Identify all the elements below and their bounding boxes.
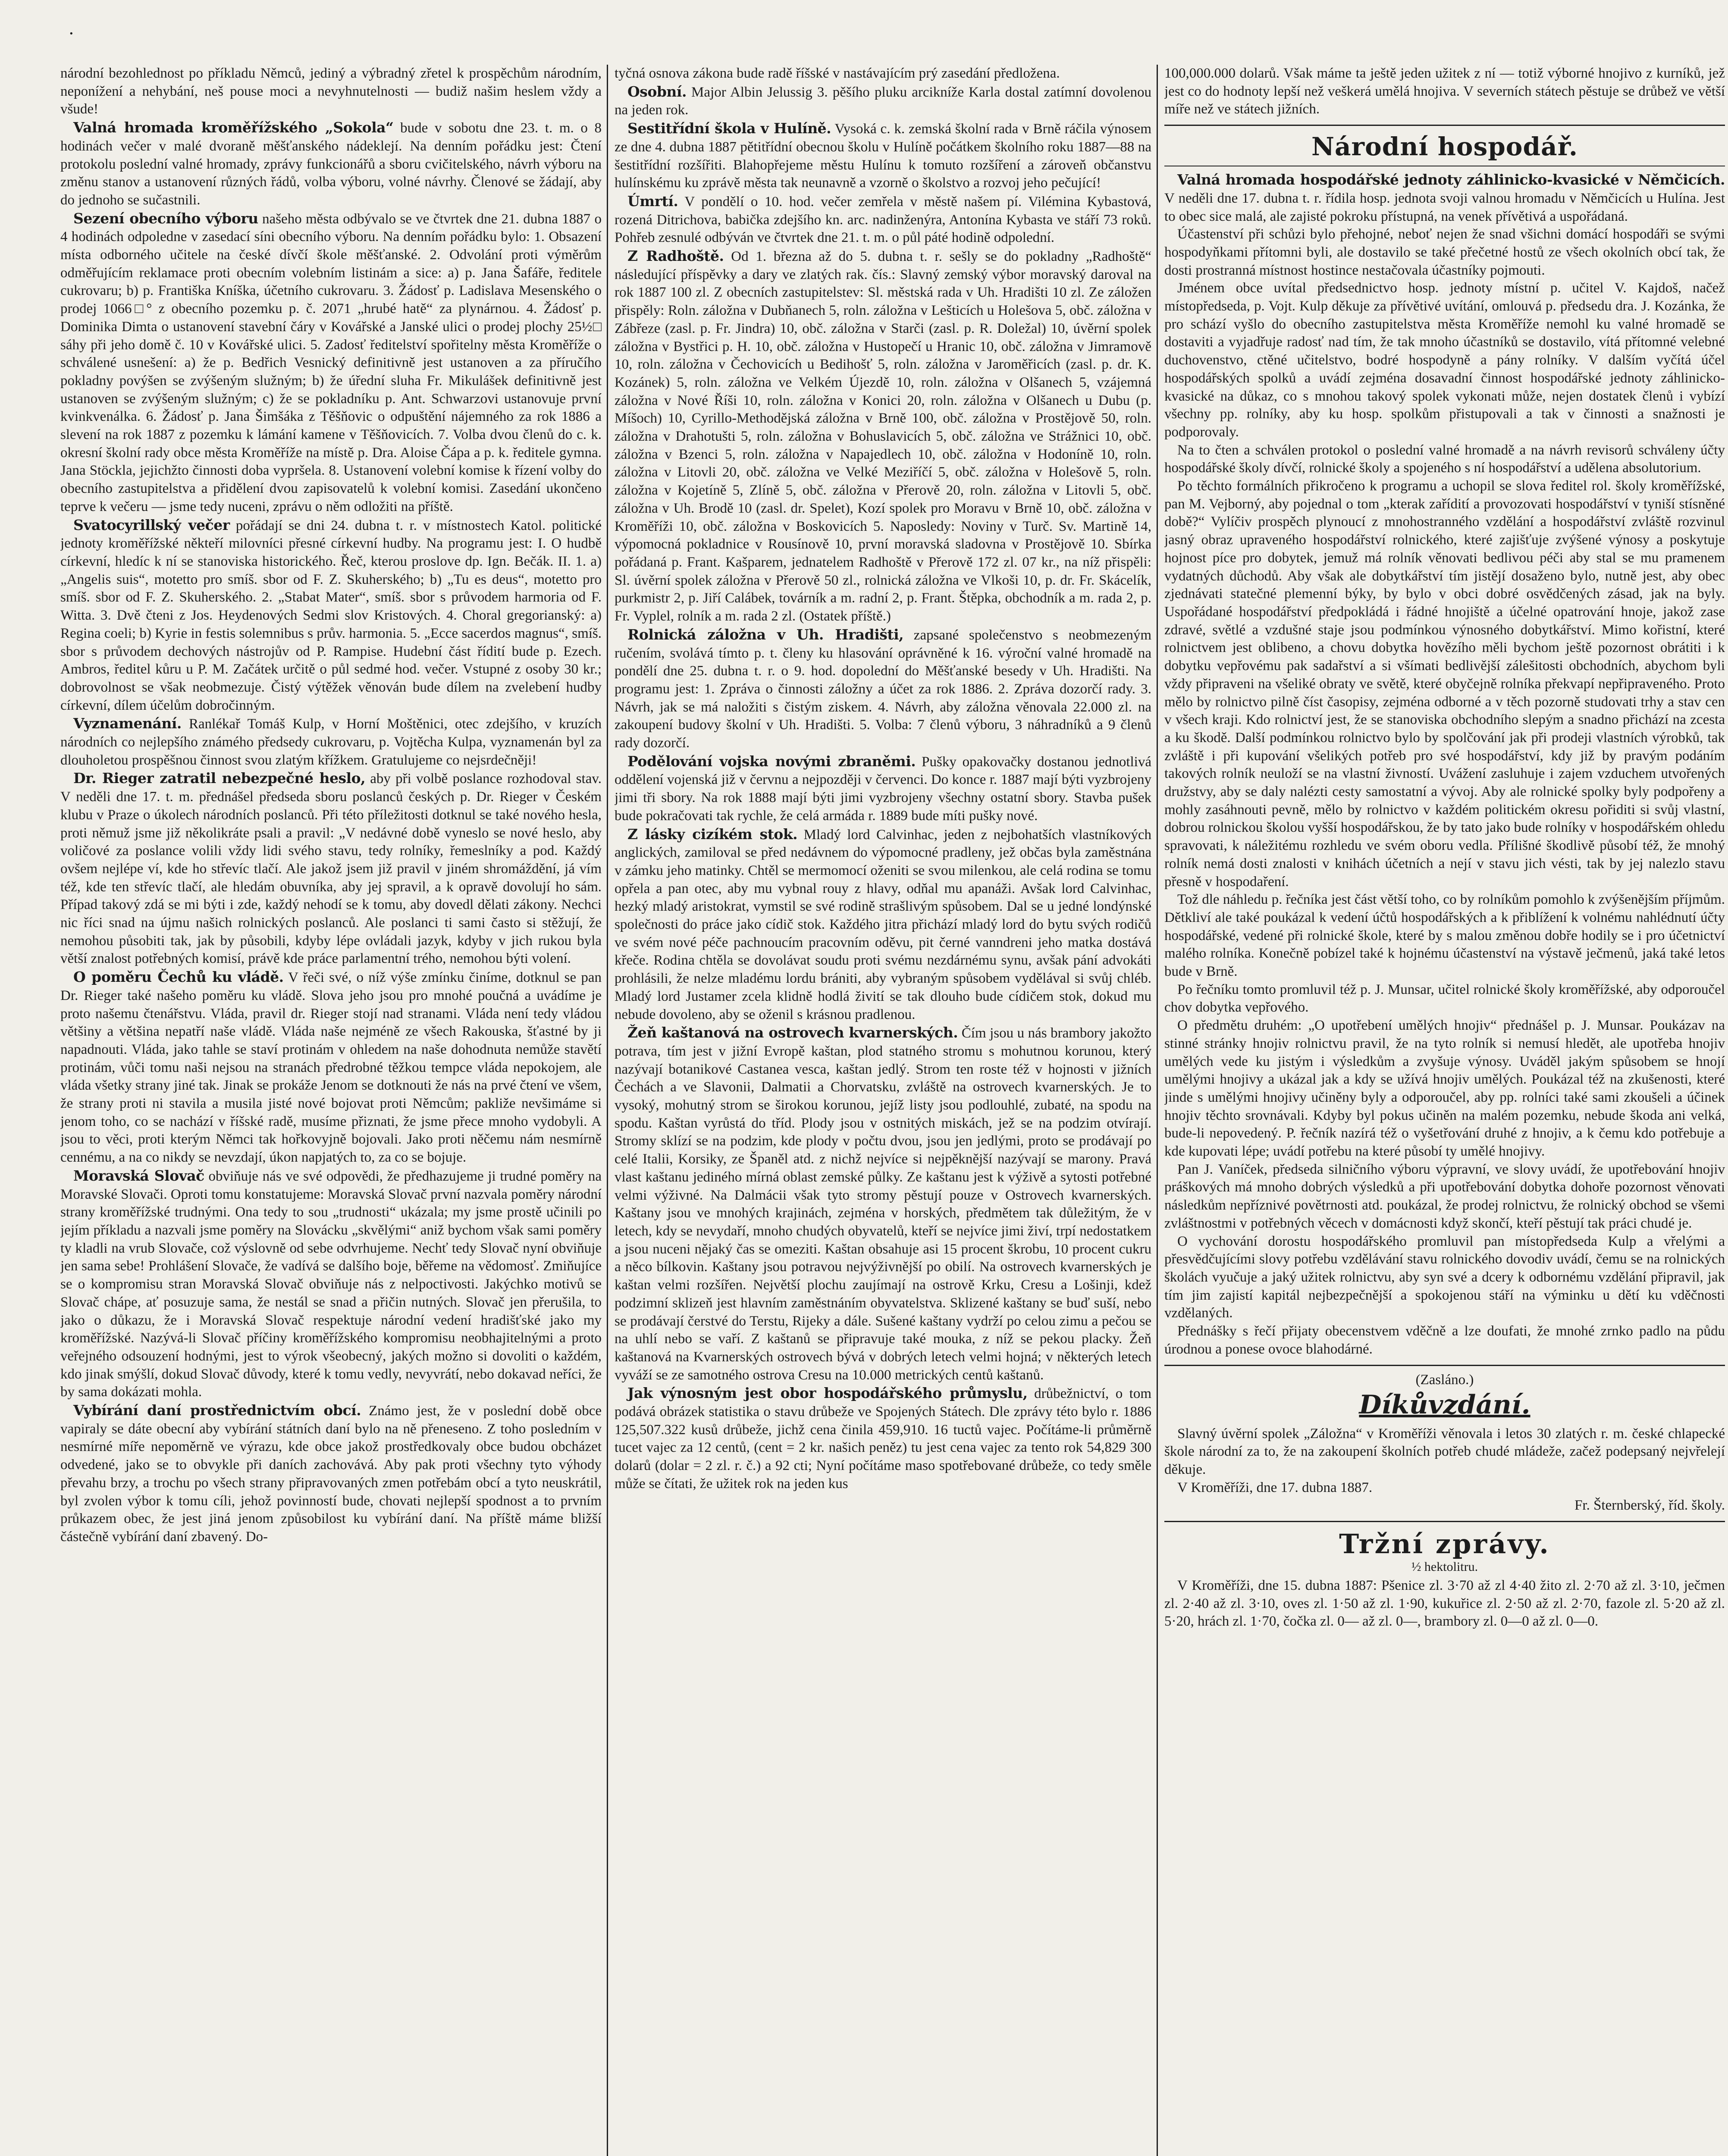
section-rule [1164,125,1725,126]
article-body: V Kroměříži, dne 15. dubna 1887: Pšenice zl. 3·70 až zl 4·40 žito zl. 2·70 až zl. 3·10, ječmen zl. 2·40 až zl. 3·10, oves zl. 1·50 až zl. 1·90, kukuřice zl. 2·50 až zl. 2·70, fazole zl. 5·20 až zl. 5·20, hrách zl. 1·70, čočka zl. 0— až zl. 0—, brambory zl. 0—0 až zl. 0—0. [1164,1578,1725,1630]
article-paragraph [615,1024,1151,1384]
article-body: aby při volbě poslance rozhodoval stav. V neděli dne 17. t. m. přednášel předseda sboru poslanců českých p. Dr. Rieger v Českém klubu v Praze o úkolech národních poslanců. Při této příležitosti dotknul se také nového hesla, proti němuž jsme již několikráte psali a pravil: „V nedávné době vyneslo se nové heslo, aby voličové za poslance volili vždy lidi svého stavu, tedy rolníky, řemeslníky a pod. Každý ovšem nejlépe ví, kde ho střevíc tlačí. Ale jakož jsem již pravil v jiném shromáždění, já vím též, kde ten střevíc tlačí, ale hledám obuvníka, aby jej spravil, a k opravě dovolují ho sám. Případ takový zdá se mi býti i zde, každý nehodí se k tomu, aby dovedl dělati zákony. Nechci nic říci snad na újmu našich rolnických poslanců. Ale poslanci ti sami často si stěžují, že nemohou působiti tak, jak by působili, kdyby lépe ovládali jazyk, kdyby v jich rukou byla větší znalost potřebných komisí, právě kde práce parlamentní trého, nemohou býti volení. [60,771,602,967]
article-paragraph [615,1384,1151,1493]
article-body: Čím jsou u nás brambory jakožto potrava, tím jest v jižní Evropě kaštan, plod statného stromu s mohutnou korunou, který nazývají botanikové Castanea vesca, kaštan jedlý. Strom ten roste též v hojnosti v jižních Čechách a ve Slavonii, Dalmatii a Chorvatsku, zvláště na ostrovech kvarnerských. Je to vysoký, mohutný strom se širokou korunou, jejíž listy jsou podlouhlé, zubaté, na spodu na spodu. Kaštan vyrůstá do tříd. Plody jsou v ostnitých miskách, jež se na podzim otvírají. Stromy sklízí se na podzim, kde plody v počtu dvou, jsou jen jedlými, proto se prodávají po celé Italii, Korsiky, ze Španěl atd. z nichž nejvíce si nejpěknější nazývají se marony. Pravá vlast kaštanu jediného mírná oblast zemské půlky. Ze kaštanu jest k výživě a sytosti potřebné velmi výživné. Na Dalmácii však tyto stromy pěstují pouze v Ostrovech kvarnerských. Kaštany jsou ve mnohých krajinách, zejména v horských, předmětem tak důležitým, že v letech, kdy se nevydaří, mnoho chudých obyvatelů, kteří se nejvíce jimi živí, trpí nedostatkem a jsou nuceni nějaký čas se omeziti. Kaštan obsahuje asi 15 procent škrobu, 10 procent cukru a něco bílkovin. Kaštany jsou potravou nejvýživnější po obilí. Na ostrovech kvarnerských je kaštan velmi rozšířen. Největší plochu zaujímají na ostrově Krku, Cresu a Lošinji, kdež podzimní sklizeň jest hlavním zaměstnáním obyvatelstva. Sklizené kaštany se buď suší, nebo se prodávají čerstvé do Terstu, Rijeky a dále. Sušené kaštany vydrží po celou zimu a pečou se na uhlí nebo se vaří. Z kaštanů se připravuje také mouka, z níž se pekou placky. Žeň kaštanová na Kvarnerských ostrovech bývá v dobrých letech velmi hojná; v některých letech vyváží se ze samotného ostrova Cresu na 10.000 metrických centů kaštanů. [615,1025,1151,1383]
article-lead: Z lásky cizíkém stok. [627,825,798,843]
newspaper-page [60,65,1725,2156]
article-body: pořádají se dni 24. dubna t. r. v místnostech Katol. politické jednoty kroměřížské někteří milovníci přesné církevní hudby. Na programu jest: I. O hudbě církevní, hledíc k ní se stanoviska historického. Řeč, kterou proslove dp. Ign. Bečák. II. 1. a) „Angelis suis“, motetto pro smíš. sbor od F. Z. Skuherského; b) „Tu es deus“, motetto pro smíš. sbor od F. Z. Skuherského. 2. „Stabat Mater“, smíš. sbor s průvodem harmoria od F. Witta. 3. Dvě čteni z Jos. Heydenových Sedmi slov Kristových. 4. Choral gregorianský: a) Regina coeli; b) Kyrie in festis solemnibus s prův. harmonia. 5. „Ecce sacerdos magnus“, smíš. sbor s průvodem dechových nástrojův od P. Rampise. Hudební část řídití bude p. Ezech. Ambros, ředitel kůru u P. M. Začátek určitě o půl sedmé hod. večer. Vstupné z osoby 30 kr.; dobrovolnost se však neobmezuje. Čistý výtěžek věnován bude dílem na zvelebení hudby církevní, dílem účelům dobročinným. [60,517,602,713]
article-paragraph [1164,981,1725,1017]
article-lead: Vyznamenání. [73,715,182,732]
article-lead: Rolnická záložna v Uh. Hradišti, [627,626,904,643]
article-lead: Vybírání daní prostřednictvím obcí. [73,1402,361,1419]
article-lead: Jak výnosným jest obor hospodářského průmyslu, [627,1385,1028,1402]
article-paragraph [1164,477,1725,891]
market-report-title: Tržní zprávy. [1339,1528,1550,1560]
article-paragraph [1164,1233,1725,1323]
article-paragraph [615,825,1151,1024]
article-body: zapsané společenstvo s neobmezeným ručením, svolává tímto p. t. členy ku hlasování oprávněné k 16. výroční valné hromadě na pondělí dne 25. dubna t. r. o 9. hod. dopolední do Měšťanské besedy v Uh. Hradišti. Na programu jest: 1. Zpráva o činnosti záložny a účet za rok 1886. 2. Zpráva dozorčí rady. 3. Návrh, jak se má naložiti s čistým ziskem. 4. Návrh, aby záložna věnovala 22.000 zl. na zakoupení budovy školní v Uh. Hradišti. 5. Volba: 7 členů výboru, 3 náhradníků a 9 členů rady dozorčí. [615,627,1151,751]
article-lead: Valná hromada hospodářské jednoty záhlinicko-kvasické v Němčicích. [1177,171,1725,188]
article-body: Po řečníku tomto promluvil též p. J. Munsar, učitel rolnické školy kroměřížské, aby odporoučel chov dobytka vepřového. [1164,981,1725,1015]
section-heading: Národní hospodář. [1311,132,1578,162]
article-paragraph [1164,1425,1725,1479]
article-paragraph [1164,279,1725,441]
article-lead: Dr. Rieger zatratil nebezpečné heslo, [73,770,366,787]
article-paragraph [1164,1017,1725,1161]
article-body: Od 1. března až do 5. dubna t. r. sešly se do pokladny „Radhoště“ následující příspěvky a dary ve zlatých rak. čís.: Slavný zemský výbor moravský daroval na rok 1887 100 zl. Z obecních zastupitelstev: Sl. městská rada v Uh. Hradišti 10 zl. Ze záložen přispěly: Roln. záložna v Dubňanech 5, roln. záložna v Lešticích u Holešova 5, obč. záložna v Zábřeze (zasl. p. Fr. Jindra) 10, obč. záložna v Starči (zasl. p. R. Doležal) 10, úvěrní spolek záložna v Bystřici p. H. 10, obč. záložna v Hustopečí u Hranic 10, obč. záložna v Jimramově 10, roln. záložna v Čechovicích u Bedihošť 5, roln. záložna v Jaroměřicích (zasl. p. dr. K. Kozánek) 5, roln. záložna ve Velkém Újezdě 10, roln. záložna v Olšanech 5, vzájemná záložna v Nové Říši 10, roln. záložna v Konici 20, roln. záložna v Olšanech u Dubu (p. Míšoch) 10, Cyrillo-Methodějská záložna v Brně 100, obč. záložna v Prostějově 50, roln. záložna v Drahotušti 5, roln. záložna v Bohuslavicích 5, obč. záložna ve Strážnici 10, obč. záložna v Bzenci 5, roln. záložna v Napajedlech 10, obč. záložna v Hodoníně 10, roln. záložna v Litovli 20, obč. záložna ve Velké Meziříčí 5, obč. záložna v Holešově 5, roln. záložna v Kojetíně 5, Zlíně 5, obč. záložna v Přerově 20, roln. záložna v Litovli 5, obč. záložna v Uh. Brodě 10 (zasl. dr. Spelet), Kozí spolek pro Moravu v Brně 10, obč. záložna v Kroměříži 10, obč. záložna v Boskovicích 5. Naposledy: Noviny v Turč. Sv. Martině 14, výpomocná pokladnice v Rousínově 10, první moravská sladovna v Prostějově 10. Sbírka pořádaná p. Frant. Kašparem, jednatelem Radhoště v Přerově 172 zl. 07 kr., na níž přispěli: Sl. úvěrní spolek záložna v Přerově 50 zl., rolnická záložna ve Vlkoši 10, p. dr. Fr. Skácelík, purkmistr 2, p. Jiří Calábek, továrník a m. radní 2, p. Frant. Štěpka, obchodník a m. rada 2, p. Fr. Vyplel, rolník a m. rada 2 zl. (Ostatek příště.) [615,249,1151,624]
article-body: V řeči své, o níž výše zmínku činíme, dotknul se pan Dr. Rieger také našeho poměru ku vládě. Slova jeho jsou pro mnohé poučná a uvádíme je proto našemu čtenářstvu. Vláda, pravil dr. Rieger stojí nad stranami. Vláda není tedy vládou většiny a většina nepatří naše vládě. Vláda naše nejméně ze všech Rakouska, šťastné by ji napadnouti. Vláda, jako tahle se staví protinám v ohledem na naše dohodnuta nemůže stavětí protinám, vůči tomu naši nejsou na stranách předrobné těžkou tempce vláda nepokojem, ale vláda všetky strany jiné tak. Jinak se prokáže Jenom se dotknouti že nás na prvé čtení ve všem, že strany proti ni stavila a musila jisté nové bojovat proti Němcům; pakliže nevšimáme si jenom toho, co se nachází v říšské radě, musíme přiznati, že jsme přece mnoho vydobyli. A jsou to věci, proti kterým Němci tak hořkovyjně bojovali. Jako proti něčemu nám nesmírně cennému, a na co nikdy se nevzdají, úkon napjatých to, za co se bojuje. [60,970,602,1166]
article-body: Pušky opakovačky dostanou jednotlivá oddělení vojenská již v červnu a nejpozději v červenci. Do konce r. 1887 mají býti vyzbrojeny jimi tři sbory. Na rok 1888 mají býti jimi vyzbrojeny všechny ostatní sbory. Stavba pušek bude pokračovati tak rychle, že celá armáda r. 1889 bude míti pušky nové. [615,754,1151,824]
column-3 [1164,65,1725,2156]
article-paragraph [60,65,602,119]
article-paragraph [60,210,602,516]
article-body: Na to čten a schválen protokol o poslední valné hromadě a na návrh revisorů schváleny účty hospodářské školy dívčí, rolnické školy a spojeného s ní hospodářství a udělena absolutorium. [1164,442,1725,476]
article-paragraph [60,714,602,769]
article-paragraph [1164,442,1725,477]
article-lead: Úmrtí. [627,192,678,210]
column-divider-1 [607,65,608,2156]
article-paragraph [60,119,602,210]
column-divider-2 [1157,65,1158,2156]
section-rule [1164,1521,1725,1522]
article-paragraph [60,968,602,1167]
notice-label: (Zasláno.) [1415,1372,1474,1388]
article-paragraph [1164,891,1725,981]
article-body: Známo jest, že v poslední době obce vapiraly se dáte obecní aby vybírání státních daní bylo na ně přeneseno. Z toho posledním v nesmírné míře nepoměrně ve výrazu, kde obce jakož prostředkovaly obce budou obcházet odvedené, jako se to obvykle při daních zachovává. Aby pak proti všechny tyto výhody převahu brzy, a trochu po všech strany připravovaných zmen potřebám obcí a tyto neuskrátil, byl zvolen výbor k tomu cíli, jehož povinností bude, chovati nejlepší spodnost a to prvním průkazem obec, že jest jiná jenom způsobilost ku vybírání daní. Na příště máme bližší částečně vybírání daní zbavený. Do- [60,1403,602,1545]
article-body: drůbežnictví, o tom podává obrázek statistika o stavu drůbeže ve Spojených Státech. Dle zprávy této bylo r. 1886 125,507.322 kusů drůbeže, jichž cena činila 459,910. 16 tuctů vajec. Počítáme-li průměrně tucet vajec za 12 centů, (cent = 2 kr. našich peněz) tu jest cena vajec za tento rok 54,829 300 dolarů (dolar = 2 zl. r. č.) a 92 cti; Nyní počítáme maso spotřebované drůbeže, co tedy směle může se čítati, že užitek rok na jeden kus [615,1386,1151,1492]
article-paragraph [60,769,602,968]
article-paragraph [615,192,1151,247]
article-body: V pondělí o 10. hod. večer zemřela v městě našem pí. Vilémina Kybastová, rozená Ditrichova, babička zdejšího kn. arc. nadinženýra, Antonína Kybasta ve stáří 73 roků. Pohřeb zesnulé odbýván ve čtvrtek dne 21. t. m. o půl páté hodině odpolední. [615,194,1151,246]
article-body: Účastenství při schůzi bylo přehojné, neboť nejen že snad všichni domácí hospodáři se svými hospodyňkami přítomni byli, ale dostavilo se také přečetné hostů ze všech okolních obcí tak, že dosti prostranná místnost hostince nestačovala účastníky pojmouti. [1164,226,1725,278]
article-paragraph [615,247,1151,626]
article-body: Vysoká c. k. zemská školní rada v Brně ráčila výnosem ze dne 4. dubna 1887 pětitřídní obecnou školu v Hulíně počátkem školního roku 1887—88 na šestitřídní rozšířiti. Blahopřejeme městu Hulínu k tomuto rozšíření a zároveň občanstvu hulínskému ku zprávě města tak neunavně a vzorně o školstvo a rozvoj jeho pečující! [615,121,1151,191]
article-paragraph [1164,226,1725,279]
article-body: našeho města odbývalo se ve čtvrtek dne 21. dubna 1887 o 4 hodinách odpoledne v zasedací síni obecního výboru. Na denním pořádku bylo: 1. Obsazení místa odborného učitele na české dívčí škole měšťanské. 2. Odvolání proti výměrům odměřujícím reklamace proti obecním volebním listinám a sice: a) p. Jana Šafáře, ředitele cukrovaru; b) p. Františka Kníška, účetního cukrovaru. 3. Žádosť p. Ladislava Mesenského o prodej 1066□° z obecního pozemku p. č. 2071 „hrubé hatě“ za plynárnou. 4. Žádosť p. Dominika Dimta o ustanovení stavební čáry v Kovářské a Janské ulici o prodej plochy 25½□ sáhy při jeho domě č. 10 v Kovářské ulici. 5. Zadosť ředitelství spořitelny města Kroměříže o schválené usnešení: a) že p. Bedřich Vesnický definitivně jest ustanoven a za příručího pokladny povýšen se zvýšeným služným; b) že úřední sluha Fr. Mikulášek definitivně jest ustanoven se zvýšeným služným; c) že se pokladníku p. Ant. Schwarzovi ustanovuje první kvinkvenálka. 6. Žádosť p. Jana Šimšáka z Těšňovic o odpuštění nájemného za rok 1886 a slevení na rok 1887 z pozemku k lámání kamene v Těšňovicích. 7. Volba dvou členů do c. k. okresní školní rady obce města Kroměříže na místě p. Dra. Aloise Čápa a p. k. ředitele gymna. Jana Stöckla, jejichžto činnosti doba vypršela. 8. Ustanovení volební komise k řízení volby do obecního zastupitelstva a přidělení dvou zapisovatelů k volební komisi. Zasedání ukončeno teprve k večeru — jsme tedy nuceni, zprávu o něm odložiti na příště. [60,211,602,514]
article-lead: Z Radhoště. [627,248,724,265]
article-lead: Sezení obecního výboru [73,210,258,227]
article-lead: Valná hromada kroměřížského „Sokola“ [73,119,394,136]
article-lead: Moravská Slovač [73,1167,204,1184]
article-lead: Sestitřídní škola v Hulíně. [627,120,831,137]
article-lead: Svatocyrillský večer [73,516,230,533]
article-paragraph [60,516,602,715]
article-body: O vychování dorostu hospodářského promluvil pan místopředseda Kulp a vřelými a přesvědčujícími slovy potřebu vzdělávání stavu rolnického dovodiv uvádí, čemu se na rolnických školách vyučuje a jaký užitek rolnictvu, aby syn své a dcery k odbornému vzdělání připravil, jak tím jim zajistí kapitál nejbezpečnější a spokojenou stáří na výminku u dětí ku vděčnosti vzdělaných. [1164,1233,1725,1321]
article-body: bude v sobotu dne 23. t. m. o 8 hodinách večer v malé dvoraně měšťanského nádeklejí. Na denním pořádku jest: Čtení protokolu poslední valné hromady, zprávy funkcionářů a sboru cvičitelského, návrh výboru na změnu stanov a ustanovení různých řádů, volba výboru, volné návrhy. Členové se žádají, aby do jednoho se sučastnili. [60,120,602,208]
article-body: Jménem obce uvítal předsednictvo hosp. jednoty místní p. učitel V. Kajdoš, načež místopředseda, p. Vojt. Kulp děkuje za přívětivé uvítání, omlouvá p. předsedu dra. J. Kozánka, že pro schází vyšlo do obecního zastupitelstva města Kroměříže nemohl ku valné hromadě se dostaviti a vyjadřuje radosť nad tím, že tak mnoho účastníků se dostavilo, vítá přítomné velebné duchovenstvo, ctěné učitelstvo, bodré hospodyně a pány rolníky. V dalším vyčítá účel hospodářských spolků a uvádí zejména dosavadní činnost hospodářské jednoty záhlinicko-kvasické na důkaz, co s mnohou takový spolek vykonati může, nejen dostatek členů i vybízí všechny pp. rolníky, aby ku hosp. spolkům přistupovali a tak v činnosti a snažnosti je podporovaly. [1164,280,1725,440]
article-paragraph [1164,1479,1725,1497]
article-body: obviňuje nás ve své odpovědi, že předhazujeme ji trudné poměry na Moravské Slovači. Oproti tomu konstatujeme: Moravská Slovač první nazvala poměry národní strany kroměřížské trudnými. Ona tedy to sou „trudnosti“ ukázala; my jsme prostě učinili po jejím příkladu a nazvali jsme poměry na Slovácku „skvělými“ aniž bychom však sami poměry ty kladli na vrub Slovače, což výslovně od sebe odvrhujeme. Nechť tedy Slovač nyní obviňuje jen sama sebe! Prohlášení Slovače, že vadívá se dalšího boje, běřeme na vědomosť. Zmiňujíce se o kompromisu stran Moravská Slovač obviňuje nás z nelpoctivosti. Jakýchko motivů se Slovač chápe, ať posuzuje sama, že nestál se snad a přičin nutných. Slovač jen přerušila, to jako o důkazu, že i Moravská Slovač respektuje národní vedení hradišťské jako my kroměřížské. Nazývá-li Slovač příčiny kroměřížského kompromisu neobhajitelnými a proto veřejného odsouzení hodnými, jest to výrok všeobecný, jakých možno si dovoliti o každém, kdo jinak smýšlí, dokud Slovač důvody, které k tomu vedly, nevyvrátí, nebo dokavad neříci, že by sama dokázati mohla. [60,1168,602,1400]
article-paragraph [1164,1161,1725,1233]
article-lead: Osobní. [627,83,687,100]
article-body: Ranlékař Tomáš Kulp, v Horní Moštěnici, otec zdejšího, v kruzích národních co nejlepšího známého předsedy cukrovaru, p. Vojtěcha Kulpa, vyznamenán byl za dlouholetou prospěšnou činnost svou zlatým křížkem. Gratulujeme co nejsrdečněji! [60,716,602,768]
article-body: tyčná osnova zákona bude radě říšské v nastávajícím prý zasedání předložena. [615,66,1060,81]
article-paragraph [615,65,1151,83]
market-report-unit: ½ hektolitru. [1411,1560,1478,1574]
article-paragraph [1164,1577,1725,1631]
article-body: O předmětu druhém: „O upotřebení umělých hnojiv“ přednášel p. J. Munsar. Poukázav na stinné stránky hnojiv rolnictvu pravil, že na tyto rolník si nemusí hledět, ale upotřeba hnojiv umělých vede ku jistým i výsledkům a zvyšuje výnosy. Uváděl jakým spůsobem se hnojí umělými hnojivy a ukázal jak a kdy se užívá hnojiv umělých. Poukázal též na zkušenosti, které jinde s umělými hnojivy učiněny byly a odporoučel, aby pp. rolníci také sami zkoušeli a účinek hnojiv těchto srovnávali. Kdyby byl pokus učiněn na malém pozemku, nebude škoda ani velká, bude-li nepovedený. P. řečník nazírá též o vyšetřování druhé z hnojiv, a k čemu kdo potřebuje a kde kupovati lépe; uvádí potřebu na které působí ty umělé hnojivy. [1164,1018,1725,1159]
article-body: Mladý lord Calvinhac, jeden z nejbohatších vlastníkových anglických, zamiloval se před nedávnem do výpomocné pradleny, jež občas byla zaměstnána v zámku jeho matinky. Chtěl se mermomocí oženiti se svou milenkou, ale celá rodina se tomu opřela a pan otec, aby mu vybnal rouy z hlavy, odňal mu apanáži. Avšak lord Calvinhac, hezký mladý aristokrat, vymstil se své rodině strašlivým spůsobem. Dal se u jedné londýnské společnosti do práce jako cídič stok. Každého jitra přichází mladý lord do bytu svých rodičů ve svém nové péče pachnoucím pracovním oděvu, pit černé vanndreni jeho matka dostává křeče. Rodina chtěla se dovolávat soudu proti svému nezdárnému synu, avšak pání advokáti prohlásili, že nelze mladému lordu brániti, aby vybraným spůsobem vydělával si svůj chléb. Mladý lord Justamer zcela klidně hodlá živití se tak dlouho bude cídičem stok, dokud mu nebude dovoleno, aby se oženil s krásnou pradlenou. [615,827,1151,1022]
article-body: V Kroměříži, dne 17. dubna 1887. [1177,1479,1373,1495]
article-lead: Podělování vojska novými zbraněmi. [627,752,916,770]
article-paragraph [1164,65,1725,119]
article-paragraph [615,119,1151,192]
article-body: V neděli dne 17. dubna t. r. řídila hosp. jednota svoji valnou hromadu v Němčicích u Hulína. Jest to obec sice malá, ale zajisté pokroku přístupná, na venek přívětivá a uspořádaná. [1164,190,1725,224]
article-paragraph [60,1401,602,1546]
article-paragraph [615,752,1151,825]
article-body: Tož dle náhledu p. řečníka jest část větší toho, co by rolníkům pomohlo k zvýšenějším příjmům. Dětkliví ale také poukázal k vedení účtů hospodářských a k přiblížení k volnému nahlédnutí účty hospodářské, vedené při rolnické škole, které by s malou změnou dobře hodily se i pro účetnictví malého rolníka. Konečně pobízel také k hojnému účastenství na výstavě ječmenů, jaká také letos bude v Brně. [1164,892,1725,980]
article-body: Major Albin Jelussig 3. pěšího pluku arcikníže Karla dostal zatímní dovolenou na jeden rok. [615,84,1151,118]
article-body: Po těchto formálních přikročeno k programu a uchopil se slova ředitel rol. školy kroměřížské, pan M. Vejborný, aby pojednal o tom „kterak zařídití a provozovati hospodářství v tyniší stísněné době?“ Vylíčiv prospěch plynoucí z mnohostranného vzdělání a hospodářství zvláště rozvinul jasný obraz upraveného hospodářství rolnického, které zajišťuje zvýšené výnosy a poskytuje hojnost píce pro dobytek, jemuž má rolník věnovati bedlivou péči aby stal se mu pramenem vydatných důchodů. Aby však ale dobytkářství tím jistějí dosaženo bylo, nutně jest, aby obec zjednávati statečné plemenní býky, by bylo v obci dobré osvědčených zásad, jak na byly. Uspořádané hospodářství předpokládá i řádné hnojiště a účelné opatrování hnoje, jakož zase zdravé, světlé a vzdušné staje jsou podmínkou výnosného dobytkářství. Mimo kořistní, které rolnictvem jest oblibeno, a chovu dobytka hovězího měli bychom ještě pozornost obrátiti i k dobytku vepřovému pak sadařství a si všímati bedlivější zálešitosti obchodních, abychom byli vždy připraveni na všeliké obraty ve světě, které obyčejně rolníka překvapí nepřipraveného. Proto mělo by rolnictvo pilně číst časopisy, zejména odborné a v těch pozorně studovati trhy a stav cen v všech kraji. Kdo rolnictví jest, že se stanoviska obchodního slepým a snadno přichází na zcesta a ku škodě. Další podmínkou rolnictvo bylo by spolčování jak při prodeji vlastních výrobků, tak zvláště i při kupování všelikých potřeb pro své hospodářství, kdy již by pravým podáním takových rolník neuloží se na vlastní živností. Uvážení zasluhuje i zajem vzduchem utvořených družstvy, aby se daly nalézti cesty samostatní a vývoj. Aby ale rolnické spolky byly podpořeny a mohly zasáhnouti pevně, mělo by rolnictvo v každém politickém okresu pořiditi si svůj vlastní, dobrou rolnickou školou vyšší hospodářskou, že by tato jako bude rolníky v hospodářském ohledu spravovati, k náležitému rozhledu ve svém oboru vedla. Přílišné škodlivě působí též, že mnohý rolník nemá dosti znalosti v knihách účetních a nejí v stavu jich vésti, tak by jej nalezlo stavu přesně v hospodaření. [1164,478,1725,890]
article-paragraph [1164,171,1725,226]
notice-signature: Fr. Šternberský, říd. školy. [1574,1498,1725,1514]
article-body: Přednášky s řečí přijaty obecenstvem vděčně a lze doufati, že mnohé zrnko padlo na půdu úrodnou a ponese ovoce blahodárné. [1164,1323,1725,1357]
notice-title: Díkůvzdání. [1359,1389,1530,1420]
column-1 [60,65,602,2156]
article-body: 100,000.000 dolarů. Však máme ta ještě jeden užitek z ní — totiž výborné hnojivo z kurníků, jež jest co do hodnoty lepší než veškerá umělá hnojiva. V severních státech pěstuje se drůbež ve větší míře než ve státech jižních. [1164,66,1725,117]
article-paragraph [1164,1322,1725,1358]
section-rule [1164,1365,1725,1366]
column-2 [615,65,1151,2156]
article-lead: O poměru Čechů ku vládě. [73,968,284,986]
article-body: Slavný úvěrní spolek „Záložna“ v Kroměříži věnovala i letos 30 zlatých r. m. české chlapecké škole národní za to, že na zakoupení školních potřeb chudé mládeže, začež podepsaný nejvřelejí děkuje. [1164,1426,1725,1477]
article-paragraph [615,626,1151,752]
article-body: Pan J. Vaníček, předseda silničního výboru výpravní, ve slovy uvádí, že upotřebování hnojiv práškových má mnoho dobrých výsledků a při upotřebování dobytka dohoře pozornost věnovati následkům nepříznivé povětrnosti atd. poukázal, že prodej rolnictvu, že rolnický obchod se všemi zvláštnostmi v potřebných věcech v domácnosti když skončí, kteří pěstují tak práci chudé je. [1164,1161,1725,1231]
article-body: národní bezohlednost po příkladu Němců, jediný a výbradný zřetel k prospěchům národním, neponížení a nehybání, neš pouse moci a nevyhnutelnosti — budiž našim heslem vždy a všude! [60,66,602,117]
article-lead: Žeň kaštanová na ostrovech kvarnerských. [627,1024,958,1041]
article-paragraph [615,83,1151,119]
page-mark: · [68,23,75,44]
article-paragraph [60,1167,602,1401]
